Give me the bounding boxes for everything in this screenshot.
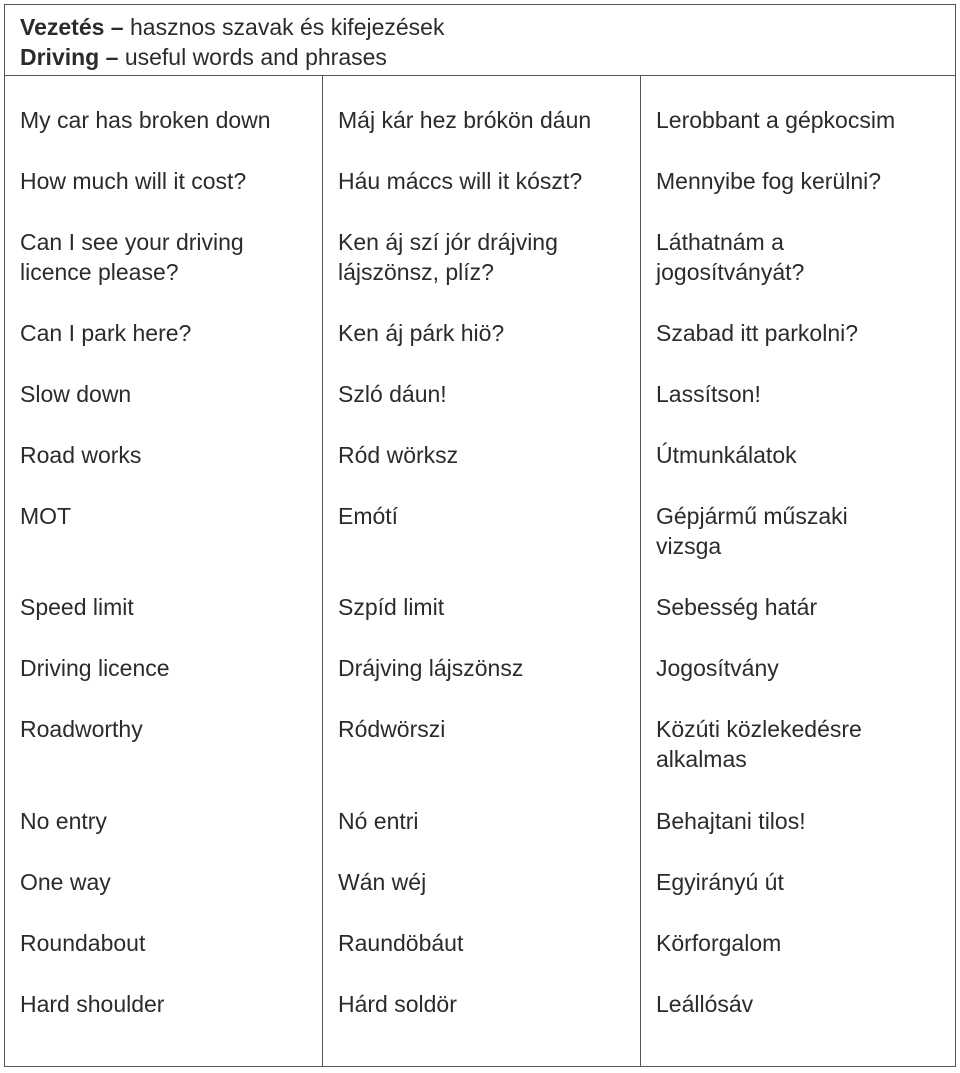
header-hungarian-text: hasznos szavak és kifejezések bbox=[129, 14, 445, 40]
pronunciation: Ródwörszi bbox=[338, 716, 446, 742]
english-phrase: Can I park here? bbox=[20, 320, 192, 346]
header-hungarian-bold: Vezetés – bbox=[20, 14, 124, 40]
english-phrase: How much will it cost? bbox=[20, 168, 247, 194]
hungarian-phrase: Behajtani tilos! bbox=[656, 808, 806, 834]
header-hungarian bbox=[20, 12, 955, 42]
english-phrase: Roundabout bbox=[20, 930, 146, 956]
hungarian-phrase: Gépjármű műszaki vizsga bbox=[656, 503, 848, 559]
english-phrase: MOT bbox=[20, 503, 72, 529]
hungarian-phrase: Láthatnám a jogosítványát? bbox=[656, 229, 805, 285]
hungarian-phrase: Jogosítvány bbox=[656, 655, 779, 681]
english-phrase: No entry bbox=[20, 808, 107, 834]
hungarian-phrase: Útmunkálatok bbox=[656, 442, 797, 468]
english-phrase: One way bbox=[20, 869, 111, 895]
column-divider bbox=[322, 76, 323, 1066]
english-phrase: Hard shoulder bbox=[20, 991, 165, 1017]
pronunciation: Drájving lájszönsz bbox=[338, 655, 524, 681]
hungarian-phrase: Mennyibe fog kerülni? bbox=[656, 168, 882, 194]
hungarian-phrase: Lerobbant a gépkocsim bbox=[656, 107, 896, 133]
pronunciation: Szpíd limit bbox=[338, 594, 445, 620]
english-phrase: Driving licence bbox=[20, 655, 170, 681]
pronunciation: Ród wörksz bbox=[338, 442, 459, 468]
hungarian-phrase: Egyirányú út bbox=[656, 869, 784, 895]
sheet-header bbox=[5, 5, 955, 76]
hungarian-phrase: Lassítson! bbox=[656, 381, 761, 407]
english-phrase: Can I see your driving licence please? bbox=[20, 229, 244, 285]
hungarian-phrase: Szabad itt parkolni? bbox=[656, 320, 859, 346]
pronunciation: Emótí bbox=[338, 503, 399, 529]
english-phrase: Slow down bbox=[20, 381, 132, 407]
pronunciation: Szló dáun! bbox=[338, 381, 447, 407]
header-english-text: useful words and phrases bbox=[124, 44, 387, 70]
phrase-sheet bbox=[4, 4, 956, 1067]
english-phrase: Roadworthy bbox=[20, 716, 143, 742]
pronunciation: Háu máccs will it kószt? bbox=[338, 168, 583, 194]
pronunciation: Hárd soldör bbox=[338, 991, 457, 1017]
pronunciation: Raundöbáut bbox=[338, 930, 464, 956]
pronunciation: Wán wéj bbox=[338, 869, 427, 895]
english-phrase: Road works bbox=[20, 442, 142, 468]
pronunciation: Ken áj párk hiö? bbox=[338, 320, 505, 346]
pronunciation: Máj kár hez brókön dáun bbox=[338, 107, 592, 133]
english-phrase: My car has broken down bbox=[20, 107, 271, 133]
column-divider bbox=[640, 76, 641, 1066]
hungarian-phrase: Körforgalom bbox=[656, 930, 782, 956]
hungarian-phrase: Sebesség határ bbox=[656, 594, 818, 620]
pronunciation: Ken áj szí jór drájving lájszönsz, plíz? bbox=[338, 229, 558, 285]
english-phrase: Speed limit bbox=[20, 594, 134, 620]
phrase-table bbox=[5, 76, 955, 1066]
hungarian-phrase: Leállósáv bbox=[656, 991, 754, 1017]
header-english bbox=[20, 42, 955, 72]
pronunciation: Nó entri bbox=[338, 808, 419, 834]
hungarian-phrase: Közúti közlekedésre alkalmas bbox=[656, 716, 862, 772]
header-english-bold: Driving – bbox=[20, 44, 119, 70]
